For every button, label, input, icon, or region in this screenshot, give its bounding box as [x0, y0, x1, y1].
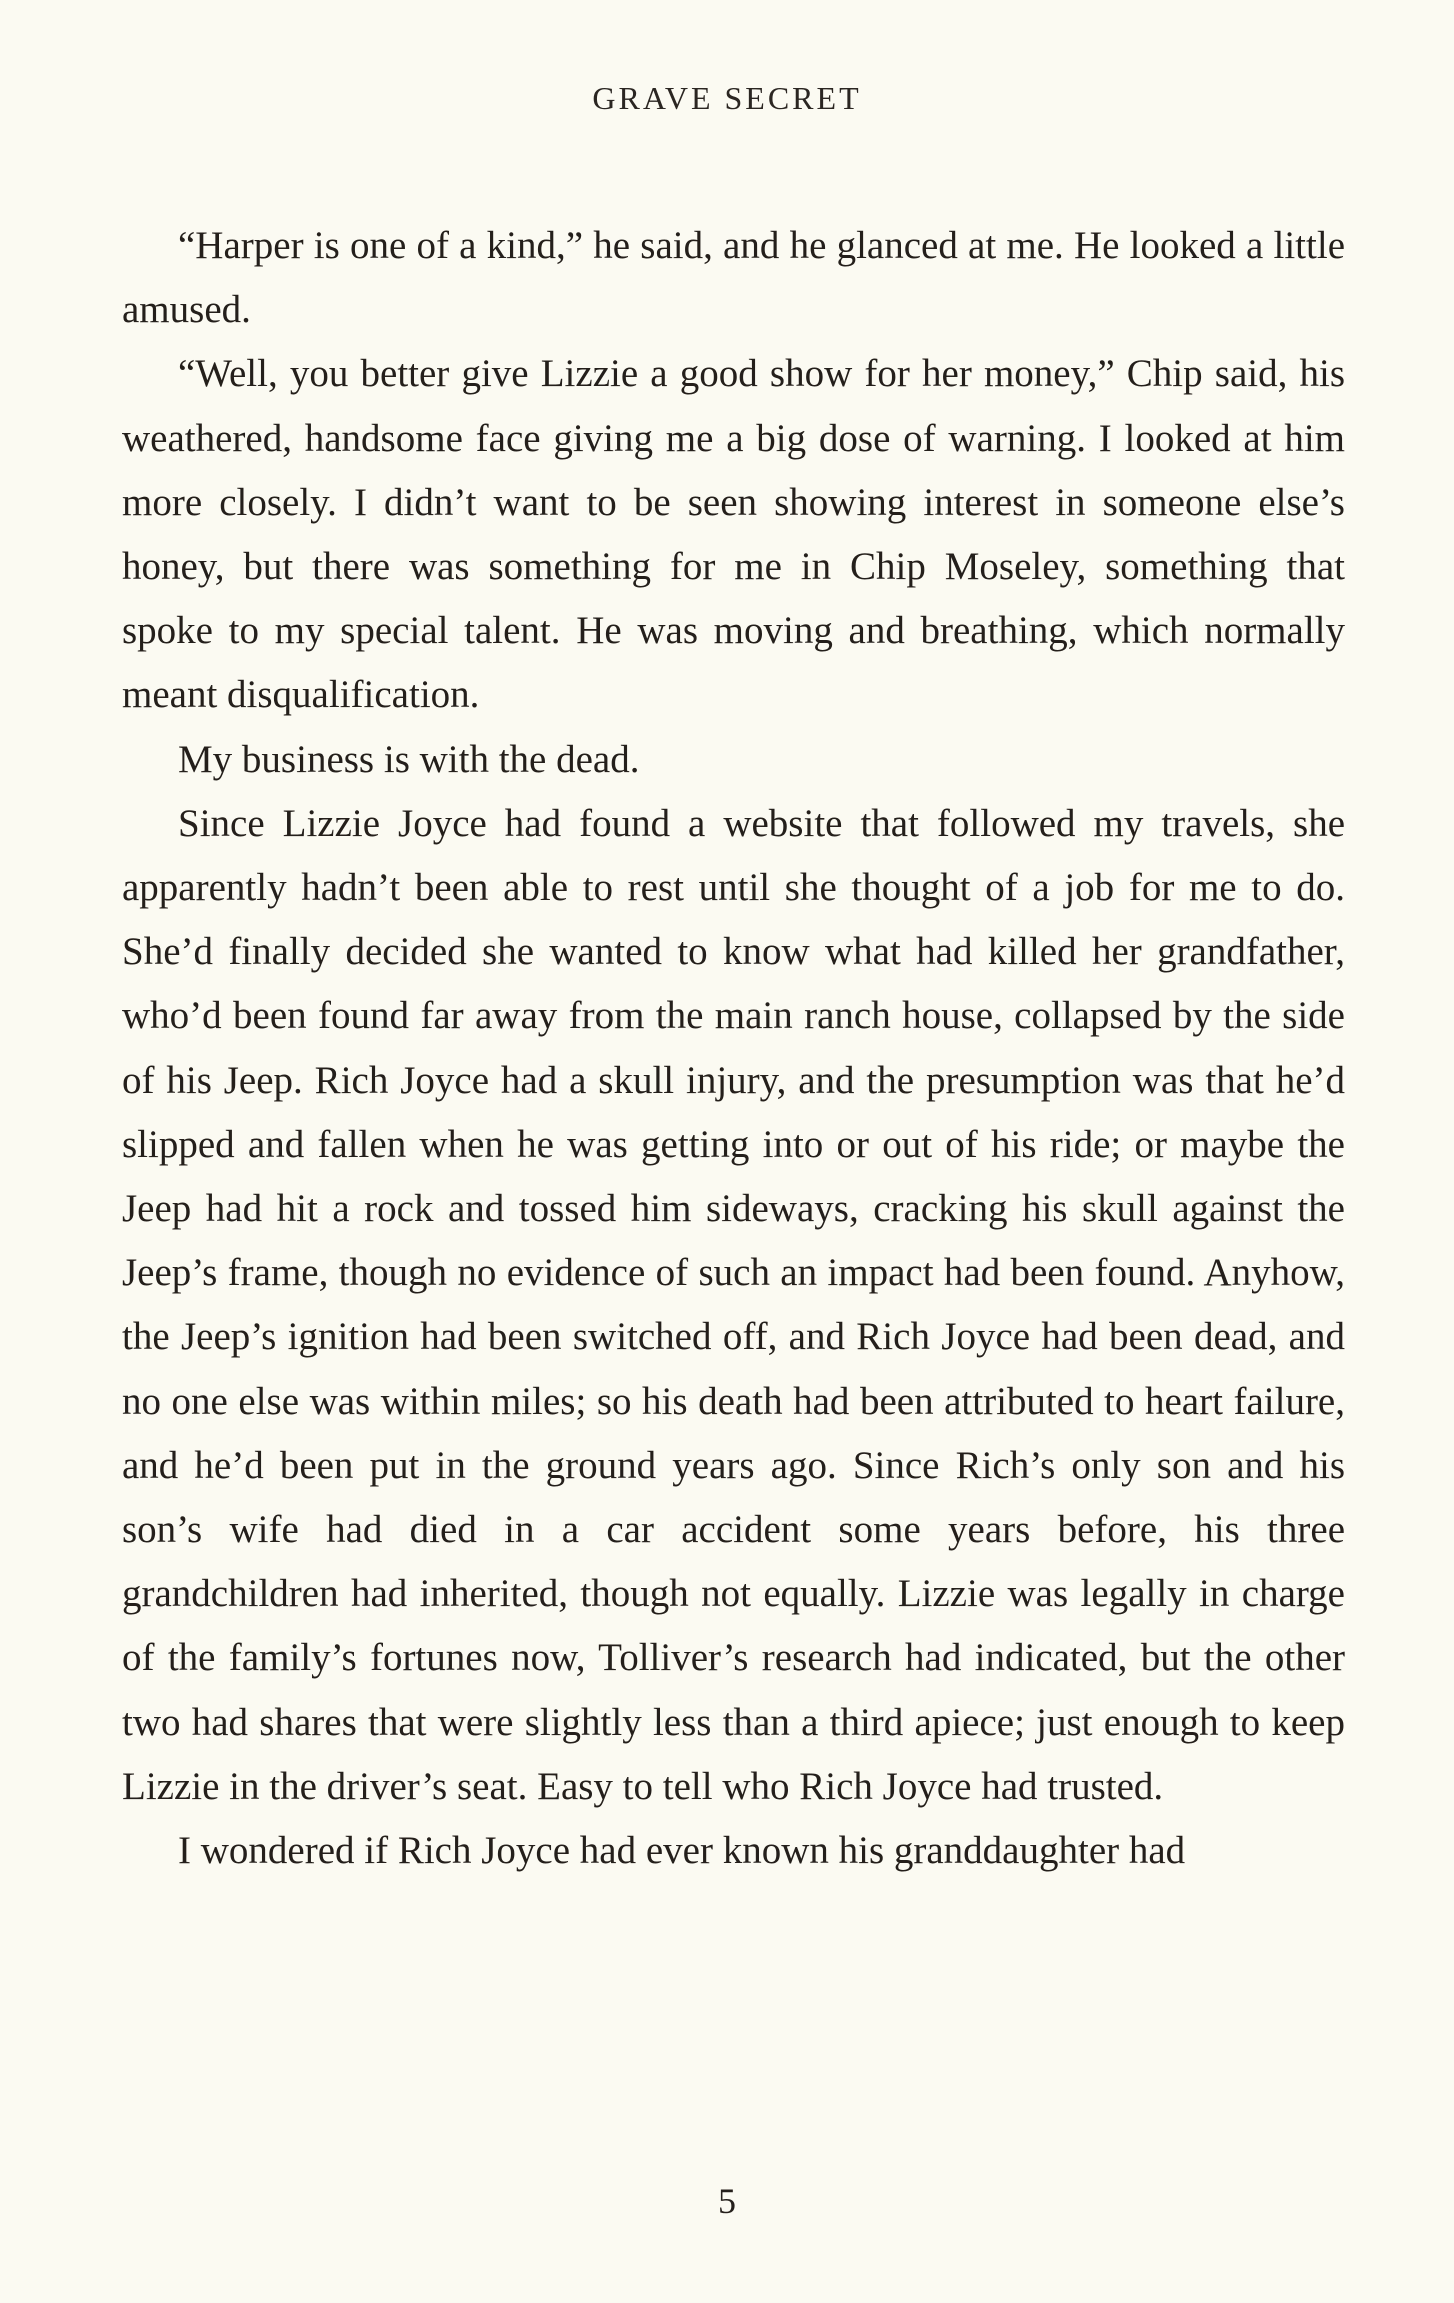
paragraph: My business is with the dead.: [178, 737, 640, 781]
paragraph: I wondered if Rich Joyce had ever known his granddaughter had: [178, 1829, 1186, 1873]
body-text: [122, 214, 1345, 1883]
page-number: 5: [718, 2181, 736, 2221]
paragraph: “Well, you better give Lizzie a good show for her money,” Chip said, his weathered, handsome face giving me a big dose of warning. I looked at him more closely. I didn’t want to be seen showing interest in someone else’s honey, but there was something for me in Chip Moseley, something that spoke to my special talent. He was moving and breathing, which normally meant disqualification.: [122, 352, 1345, 717]
paragraph: Since Lizzie Joyce had found a website that followed my travels, she apparently hadn’t been able to rest until she thought of a job for me to do. She’d finally decided she wanted to know what had killed her grandfather, who’d been found far away from the main ranch house, collapsed by the side of his Jeep. Rich Joyce had a skull injury, and the presumption was that he’d slipped and fallen when he was getting into or out of his ride; or maybe the Jeep had hit a rock and tossed him sideways, cracking his skull against the Jeep’s frame, though no evidence of such an impact had been found. Anyhow, the Jeep’s ignition had been switched off, and Rich Joyce had been dead, and no one else was within miles; so his death had been attributed to heart failure, and he’d been put in the ground years ago. Since Rich’s only son and his son’s wife had died in a car accident some years before, his three grandchildren had inherited, though not equally. Lizzie was legally in charge of the family’s fortunes now, Tolliver’s research had indicated, but the other two had shares that were slightly less than a third apiece; just enough to keep Lizzie in the driver’s seat. Easy to tell who Rich Joyce had trusted.: [122, 801, 1345, 1808]
paragraph: “Harper is one of a kind,” he said, and he glanced at me. He looked a little amused.: [122, 224, 1345, 332]
running-head: GRAVE SECRET: [592, 80, 862, 116]
